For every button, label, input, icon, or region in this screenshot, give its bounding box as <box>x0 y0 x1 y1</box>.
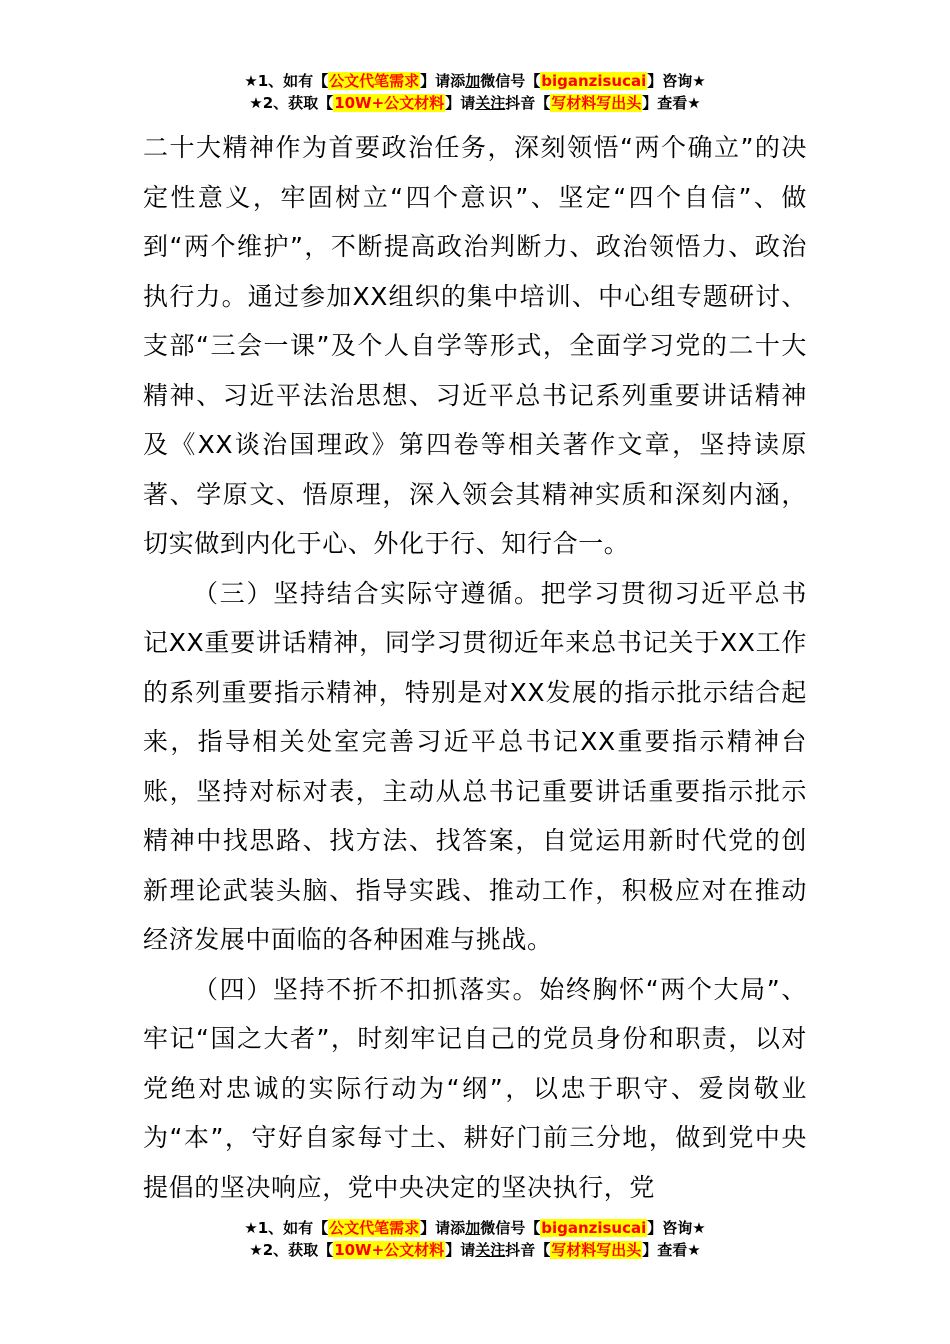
banner-text: 微信号【 <box>480 72 541 90</box>
highlighted-text: 公文代笔需求 <box>329 72 420 90</box>
highlighted-text: 写材料写出头 <box>551 1241 642 1259</box>
body-paragraph: （三）坚持结合实际守遵循。把学习贯彻习近平总书记XX重要讲话精神，同学习贯彻近年来总书记关于XX工作的系列重要指示精神，特别是对XX发展的指示批示结合起来，指导相关处室完善习近平总书记XX重要指示精神台账，坚持对标对表，主动从总书记重要讲话重要指示批示精神中找思路、找方法、找答案，自觉运用新时代党的创新理论武装头脑、指导实践、推动工作，积极应对在推动经济发展中面临的各种困难与挑战。 <box>143 578 807 954</box>
banner-text: ★1、如有【 <box>244 72 329 90</box>
underlined-text: 关注 <box>475 1241 506 1259</box>
banner-text: 抖音【 <box>505 1241 551 1259</box>
banner-text: 】请添 <box>420 72 466 90</box>
banner-text: 】查看★ <box>642 1241 701 1259</box>
highlighted-text: 10W+公文材料 <box>334 94 445 112</box>
underlined-text: 加 <box>465 1219 481 1237</box>
highlighted-text: 10W+公文材料 <box>334 1241 445 1259</box>
banner-text: 】请 <box>445 94 476 112</box>
banner-text: 】查看★ <box>642 94 701 112</box>
highlighted-text: biganzisucai <box>541 72 647 90</box>
body-paragraph: （四）坚持不折不扣抓落实。始终胸怀“两个大局”、牢记“国之大者”，时刻牢记自己的党员身份和职责，以对党绝对忠诚的实际行动为“纲”，以忠于职守、爱岗敬业为“本”，守好自家每寸土、耕好门前三分地，做到党中央提倡的坚决响应，党中央决定的坚决执行，党 <box>143 974 807 1202</box>
highlighted-text: 写材料写出头 <box>551 94 642 112</box>
highlighted-text: 公文代笔需求 <box>329 1219 420 1237</box>
header-banner <box>0 70 950 114</box>
banner-text: ★2、获取【 <box>249 1241 334 1259</box>
banner-line-1 <box>0 1217 950 1239</box>
banner-text: 】咨询★ <box>647 72 706 90</box>
banner-text: 微信号【 <box>480 1219 541 1237</box>
banner-text: ★2、获取【 <box>249 94 334 112</box>
banner-text: 】请添 <box>420 1219 466 1237</box>
banner-line-1 <box>0 70 950 92</box>
footer-banner <box>0 1217 950 1261</box>
banner-line-2 <box>0 92 950 114</box>
underlined-text: 关注 <box>475 94 506 112</box>
banner-text: 抖音【 <box>505 94 551 112</box>
underlined-text: 加 <box>465 72 481 90</box>
highlighted-text: biganzisucai <box>541 1219 647 1237</box>
body-paragraph: 二十大精神作为首要政治任务，深刻领悟“两个确立”的决定性意义，牢固树立“四个意识”、坚定“四个自信”、做到“两个维护”，不断提高政治判断力、政治领悟力、政治执行力。通过参加XX组织的集中培训、中心组专题研讨、支部“三会一课”及个人自学等形式，全面学习党的二十大精神、习近平法治思想、习近平总书记系列重要讲话精神及《XX谈治国理政》第四卷等相关著作文章，坚持读原著、学原文、悟原理，深入领会其精神实质和深刻内涵，切实做到内化于心、外化于行、知行合一。 <box>143 133 807 558</box>
banner-text: ★1、如有【 <box>244 1219 329 1237</box>
document-body <box>143 123 807 1212</box>
banner-text: 】请 <box>445 1241 476 1259</box>
banner-text: 】咨询★ <box>647 1219 706 1237</box>
banner-line-2 <box>0 1239 950 1261</box>
